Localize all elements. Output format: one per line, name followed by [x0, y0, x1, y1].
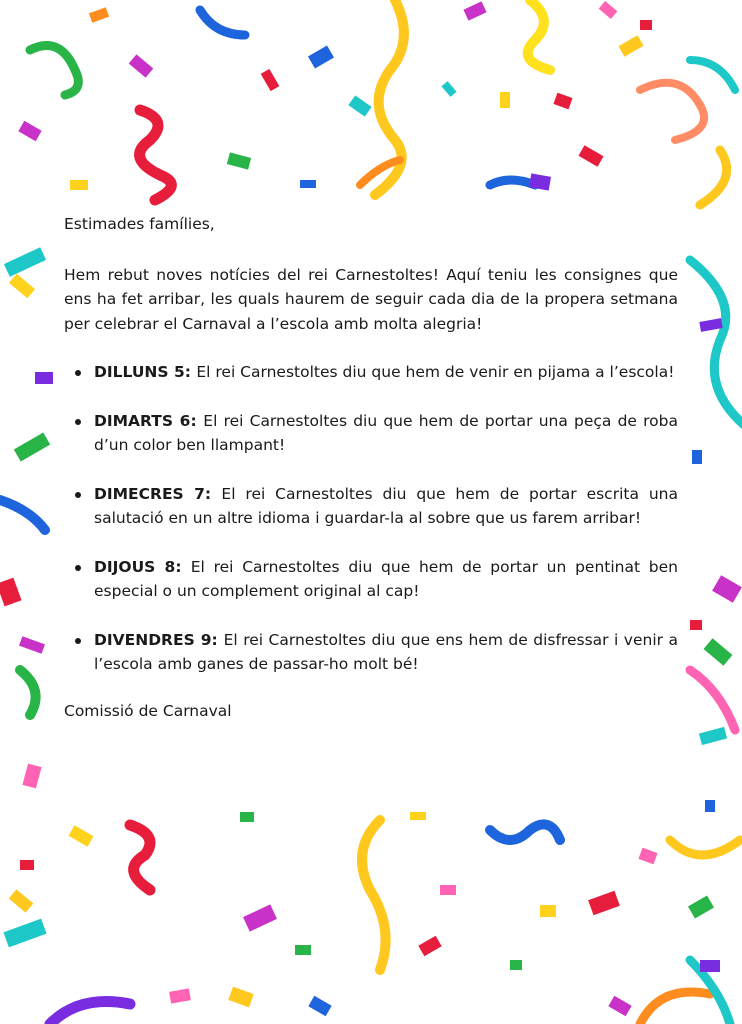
day-label: DIMECRES 7: — [94, 484, 222, 503]
list-item — [64, 360, 678, 385]
bullet-icon — [75, 638, 81, 644]
streamer-blue — [200, 10, 245, 35]
day-text: El rei Carnestoltes diu que hem de portar un pentinat ben especial o un complement original al cap! — [94, 557, 678, 600]
streamer-blue-2 — [490, 180, 535, 185]
day-label: DILLUNS 5: — [94, 363, 197, 381]
list-item — [64, 555, 678, 604]
day-text: El rei Carnestoltes diu que ens hem de disfressar i venir a l’escola amb ganes de passar-ho molt bé! — [94, 630, 678, 673]
streamer-teal — [690, 60, 735, 90]
bullet-icon — [75, 492, 81, 498]
list-item — [64, 628, 678, 677]
streamer-orange — [640, 83, 704, 140]
day-label: DIMARTS 6: — [94, 411, 204, 430]
streamer-orange-bottom-2 — [640, 992, 710, 1024]
day-text: El rei Carnestoltes diu que hem de portar escrita una salutació en un altre idioma i guardar-la al sobre que us farem arribar! — [94, 484, 678, 527]
day-label: DIVENDRES 9: — [94, 630, 224, 649]
day-instructions-list — [64, 360, 678, 677]
streamer-yellow-bottom — [362, 820, 386, 970]
bullet-icon — [75, 419, 81, 425]
streamer-yellow-3 — [700, 150, 727, 205]
greeting: Estimades famílies, — [64, 215, 215, 233]
day-text: El rei Carnestoltes diu que hem de portar una peça de roba d’un color ben llampant! — [94, 411, 678, 454]
streamer-red-bottom — [130, 825, 150, 890]
streamer-yellow-2 — [528, 0, 550, 70]
day-text: El rei Carnestoltes diu que hem de venir en pijama a l’escola! — [196, 363, 675, 381]
streamer-red — [140, 110, 172, 200]
intro-paragraph: Hem rebut noves notícies del rei Carnestoltes! Aquí teniu les consignes que ens ha fet arribar, les quals haurem de seguir cada dia de la propera setmana per celebrar el Carnaval a l’escola amb molta alegria! — [64, 265, 678, 333]
streamer-blue-bottom — [490, 824, 560, 840]
bullet-icon — [75, 370, 81, 376]
streamer-green — [30, 46, 78, 96]
signature: Comissió de Carnaval — [64, 701, 232, 720]
list-item — [64, 482, 678, 531]
streamer-purple-bottom — [50, 1002, 130, 1024]
list-item — [64, 409, 678, 458]
day-label: DIJOUS 8: — [94, 557, 191, 576]
letter-body — [64, 212, 678, 723]
bullet-icon — [75, 565, 81, 571]
streamer-orange-bottom — [670, 840, 740, 855]
